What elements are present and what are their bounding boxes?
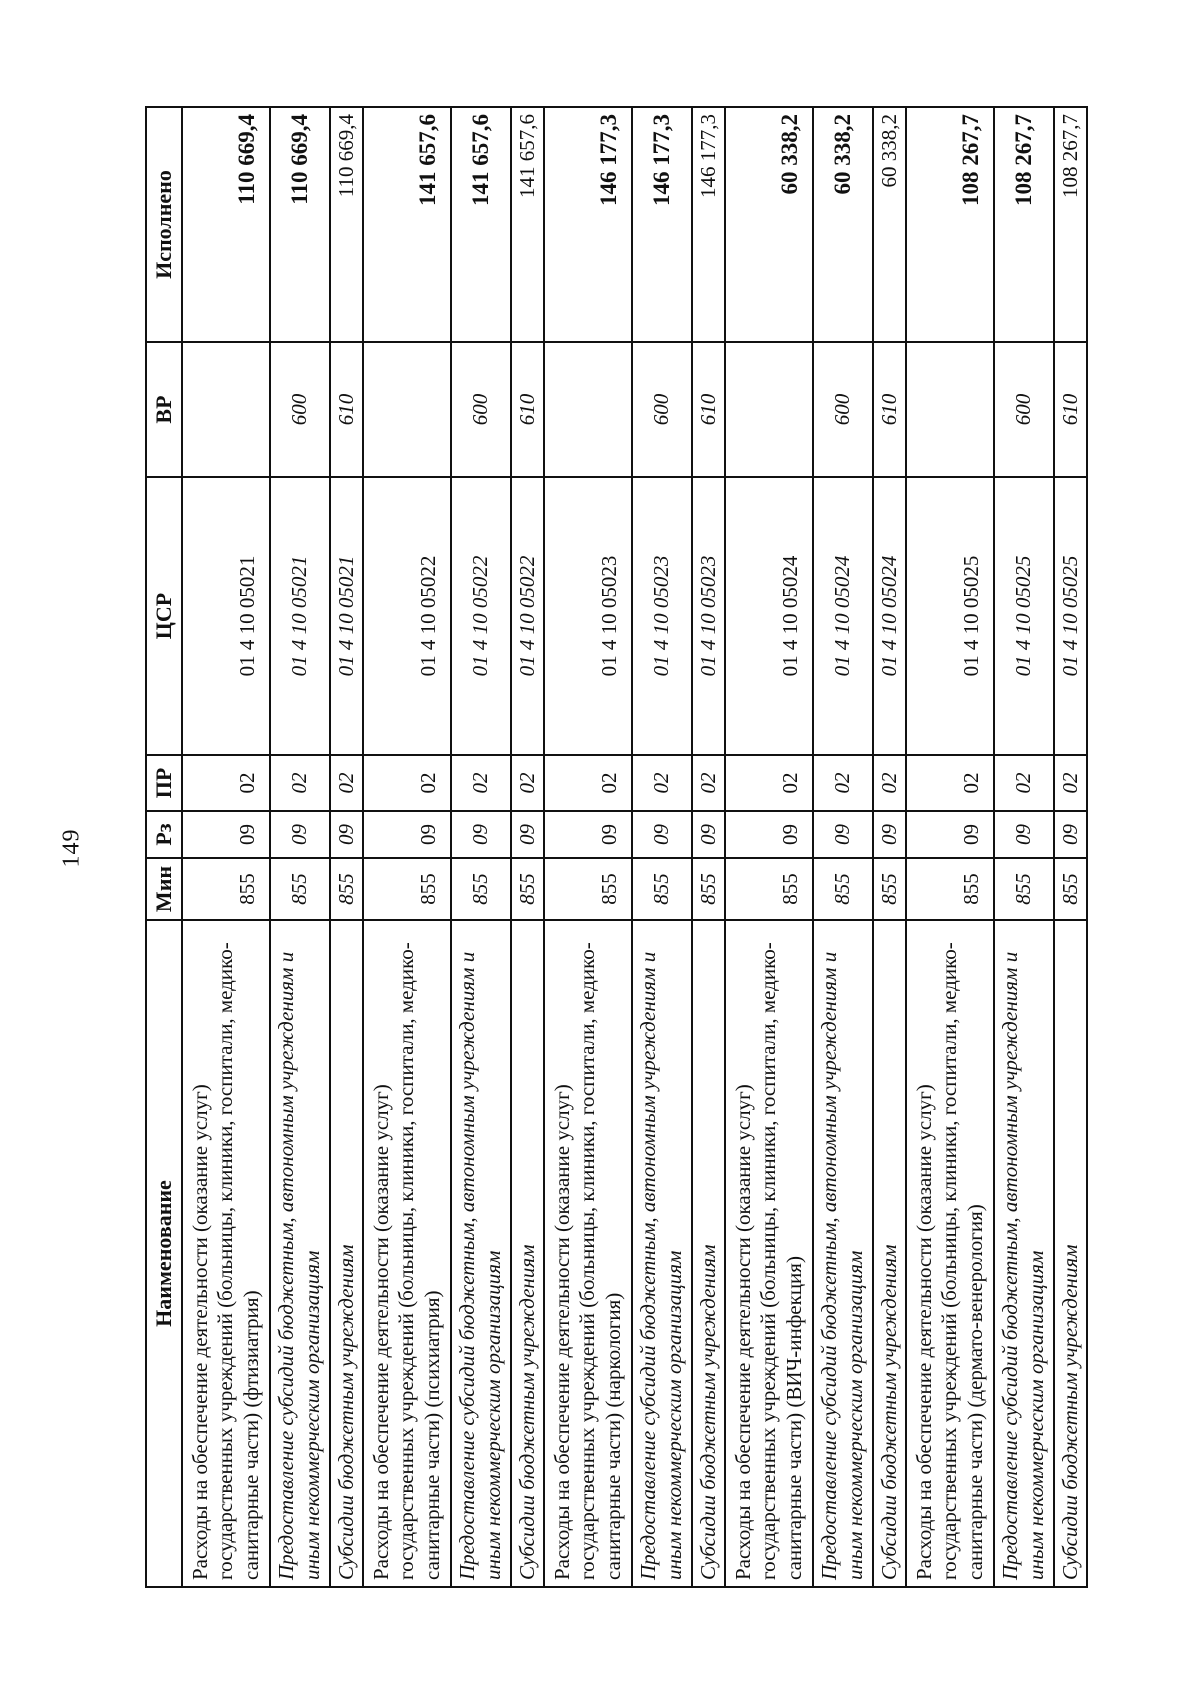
row-vr: 610 <box>511 342 544 477</box>
row-rz: 09 <box>511 811 544 858</box>
row-amount: 108 267,7 <box>1054 107 1087 342</box>
row-rz: 09 <box>632 811 692 858</box>
table-frame <box>145 108 1082 1588</box>
table-row <box>994 107 1054 1587</box>
row-amount: 110 669,4 <box>182 107 270 342</box>
row-amount: 108 267,7 <box>994 107 1054 342</box>
row-vr <box>906 342 994 477</box>
table-row <box>906 107 994 1587</box>
row-csr: 01 4 10 05024 <box>813 477 873 755</box>
row-csr: 01 4 10 05025 <box>994 477 1054 755</box>
row-name: Расходы на обеспечение деятельности (оказание услуг) государственных учреждений (больницы, клиники, госпитали, медико-санитарные части) (фтизиатрия) <box>182 920 270 1587</box>
row-vr: 610 <box>873 342 906 477</box>
table-row <box>1054 107 1087 1587</box>
row-pr: 02 <box>994 755 1054 811</box>
row-min: 855 <box>813 858 873 920</box>
table-row <box>544 107 632 1587</box>
row-rz: 09 <box>270 811 330 858</box>
row-rz: 09 <box>725 811 813 858</box>
row-min: 855 <box>451 858 511 920</box>
row-pr: 02 <box>182 755 270 811</box>
row-pr: 02 <box>632 755 692 811</box>
rotated-table-container <box>145 108 1082 1588</box>
header-vr: ВР <box>146 342 182 477</box>
row-min: 855 <box>270 858 330 920</box>
row-rz: 09 <box>451 811 511 858</box>
row-min: 855 <box>330 858 363 920</box>
row-rz: 09 <box>813 811 873 858</box>
row-rz: 09 <box>544 811 632 858</box>
row-min: 855 <box>632 858 692 920</box>
table-row <box>632 107 692 1587</box>
row-name: Предоставление субсидий бюджетным, автономным учреждениям и иным некоммерческим организациям <box>451 920 511 1587</box>
row-rz: 09 <box>906 811 994 858</box>
row-name: Расходы на обеспечение деятельности (оказание услуг) государственных учреждений (больницы, клиники, госпитали, медико-санитарные части) (ВИЧ-инфекция) <box>725 920 813 1587</box>
row-min: 855 <box>873 858 906 920</box>
row-pr: 02 <box>906 755 994 811</box>
row-amount: 141 657,6 <box>363 107 451 342</box>
row-vr: 600 <box>270 342 330 477</box>
row-amount: 141 657,6 <box>451 107 511 342</box>
row-amount: 146 177,3 <box>632 107 692 342</box>
row-amount: 146 177,3 <box>692 107 725 342</box>
header-row <box>146 107 182 1587</box>
row-min: 855 <box>182 858 270 920</box>
row-csr: 01 4 10 05023 <box>632 477 692 755</box>
row-pr: 02 <box>363 755 451 811</box>
row-amount: 110 669,4 <box>330 107 363 342</box>
budget-execution-table <box>145 106 1088 1588</box>
row-csr: 01 4 10 05023 <box>544 477 632 755</box>
table-body <box>182 107 1087 1587</box>
row-pr: 02 <box>544 755 632 811</box>
table-row <box>330 107 363 1587</box>
row-amount: 110 669,4 <box>270 107 330 342</box>
row-vr: 600 <box>451 342 511 477</box>
row-min: 855 <box>544 858 632 920</box>
header-rz: Рз <box>146 811 182 858</box>
row-name: Субсидии бюджетным учреждениям <box>1054 920 1087 1587</box>
row-csr: 01 4 10 05022 <box>451 477 511 755</box>
row-min: 855 <box>906 858 994 920</box>
row-min: 855 <box>511 858 544 920</box>
row-amount: 60 338,2 <box>813 107 873 342</box>
row-name: Предоставление субсидий бюджетным, автономным учреждениям и иным некоммерческим организациям <box>632 920 692 1587</box>
row-name: Расходы на обеспечение деятельности (оказание услуг) государственных учреждений (больницы, клиники, госпитали, медико-санитарные части) (наркология) <box>544 920 632 1587</box>
row-pr: 02 <box>873 755 906 811</box>
row-rz: 09 <box>182 811 270 858</box>
row-pr: 02 <box>451 755 511 811</box>
row-csr: 01 4 10 05021 <box>330 477 363 755</box>
row-pr: 02 <box>270 755 330 811</box>
row-pr: 02 <box>813 755 873 811</box>
row-csr: 01 4 10 05021 <box>182 477 270 755</box>
header-name: Наименование <box>146 920 182 1587</box>
row-min: 855 <box>1054 858 1087 920</box>
row-min: 855 <box>692 858 725 920</box>
table-row <box>511 107 544 1587</box>
row-pr: 02 <box>725 755 813 811</box>
row-csr: 01 4 10 05022 <box>511 477 544 755</box>
row-name: Субсидии бюджетным учреждениям <box>873 920 906 1587</box>
table-row <box>692 107 725 1587</box>
row-pr: 02 <box>511 755 544 811</box>
row-csr: 01 4 10 05025 <box>1054 477 1087 755</box>
row-vr: 600 <box>813 342 873 477</box>
row-csr: 01 4 10 05025 <box>906 477 994 755</box>
row-rz: 09 <box>363 811 451 858</box>
row-rz: 09 <box>1054 811 1087 858</box>
row-name: Предоставление субсидий бюджетным, автономным учреждениям и иным некоммерческим организациям <box>813 920 873 1587</box>
row-name: Субсидии бюджетным учреждениям <box>692 920 725 1587</box>
row-vr <box>363 342 451 477</box>
row-min: 855 <box>725 858 813 920</box>
row-vr: 610 <box>330 342 363 477</box>
row-amount: 60 338,2 <box>725 107 813 342</box>
header-csr: ЦСР <box>146 477 182 755</box>
row-vr: 610 <box>692 342 725 477</box>
row-pr: 02 <box>692 755 725 811</box>
row-name: Субсидии бюджетным учреждениям <box>511 920 544 1587</box>
row-name: Предоставление субсидий бюджетным, автономным учреждениям и иным некоммерческим организациям <box>270 920 330 1587</box>
row-vr: 600 <box>632 342 692 477</box>
row-vr: 600 <box>994 342 1054 477</box>
row-csr: 01 4 10 05023 <box>692 477 725 755</box>
table-row <box>363 107 451 1587</box>
row-pr: 02 <box>330 755 363 811</box>
row-pr: 02 <box>1054 755 1087 811</box>
table-row <box>873 107 906 1587</box>
row-min: 855 <box>994 858 1054 920</box>
row-amount: 60 338,2 <box>873 107 906 342</box>
row-csr: 01 4 10 05021 <box>270 477 330 755</box>
row-name: Расходы на обеспечение деятельности (оказание услуг) государственных учреждений (больницы, клиники, госпитали, медико-санитарные части) (психиатрия) <box>363 920 451 1587</box>
header-pr: ПР <box>146 755 182 811</box>
row-name: Предоставление субсидий бюджетным, автономным учреждениям и иным некоммерческим организациям <box>994 920 1054 1587</box>
row-amount: 146 177,3 <box>544 107 632 342</box>
row-rz: 09 <box>692 811 725 858</box>
row-rz: 09 <box>873 811 906 858</box>
row-vr: 610 <box>1054 342 1087 477</box>
table-row <box>813 107 873 1587</box>
row-amount: 141 657,6 <box>511 107 544 342</box>
header-min: Мин <box>146 858 182 920</box>
table-row <box>182 107 270 1587</box>
row-csr: 01 4 10 05022 <box>363 477 451 755</box>
row-rz: 09 <box>994 811 1054 858</box>
row-min: 855 <box>363 858 451 920</box>
row-vr <box>725 342 813 477</box>
row-name: Расходы на обеспечение деятельности (оказание услуг) государственных учреждений (больницы, клиники, госпитали, медико-санитарные части) (дермато-венерология) <box>906 920 994 1587</box>
row-csr: 01 4 10 05024 <box>873 477 906 755</box>
header-amount: Исполнено <box>146 107 182 342</box>
row-name: Субсидии бюджетным учреждениям <box>330 920 363 1587</box>
row-amount: 108 267,7 <box>906 107 994 342</box>
row-rz: 09 <box>330 811 363 858</box>
table-row <box>451 107 511 1587</box>
table-row <box>725 107 813 1587</box>
row-csr: 01 4 10 05024 <box>725 477 813 755</box>
table-row <box>270 107 330 1587</box>
page-number: 149 <box>58 828 85 868</box>
row-vr <box>182 342 270 477</box>
row-vr <box>544 342 632 477</box>
